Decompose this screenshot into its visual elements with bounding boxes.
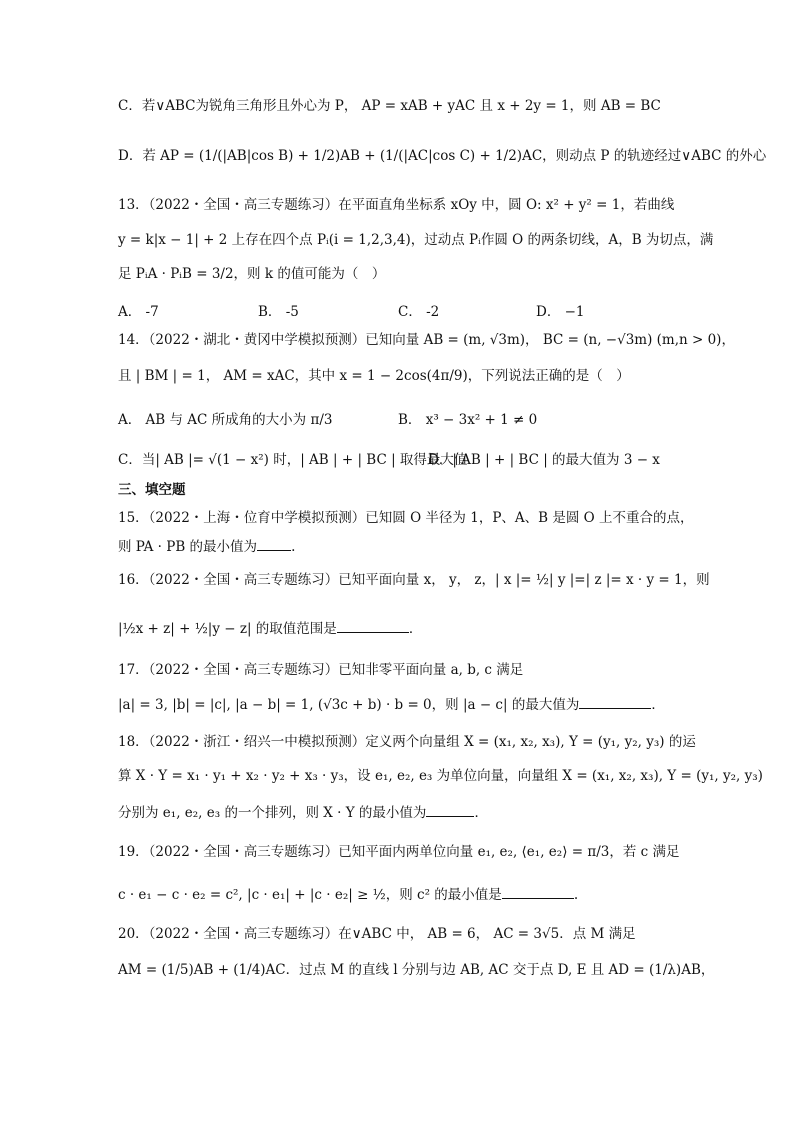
q16-text: |½x + z| + ½|y − z| 的取值范围是 xyxy=(118,621,337,637)
q16-line-2 xyxy=(118,618,422,639)
q16-period: ． xyxy=(408,621,423,637)
q20-line-2: AM = (1/5)AB + (1/4)AC．过点 M 的直线 l 分别与边 AB, AC 交于点 D, E 且 AD = (1/λ)AB， xyxy=(118,962,715,978)
q13-line-3: 足 PᵢA · PᵢB = 3/2，则 k 的值可能为（ ） xyxy=(118,266,386,282)
answer-blank xyxy=(337,618,409,633)
answer-blank xyxy=(257,536,291,551)
q15-line-1: 15．（2022・上海・位育中学模拟预测）已知圆 O 半径为 1，P、A、B 是圆 O 上不重合的点， xyxy=(118,510,694,526)
q18-line-2: 算 X · Y = x₁ · y₁ + x₂ · y₂ + x₃ · y₃，设 e₁, e₂, e₃ 为单位向量，向量组 X = (x₁, x₂, x₃), Y = (y₁, y₂, y₃) xyxy=(118,768,763,784)
q17-period: ． xyxy=(651,697,665,713)
q15-line-2 xyxy=(118,536,295,557)
q13-option-c: C． -2 xyxy=(398,304,440,320)
q17-line-2 xyxy=(118,694,665,715)
q12-option-c: C．若∨ABC为锐角三角形且外心为 P， AP = xAB + yAC 且 x + 2y = 1，则 AB = BC xyxy=(118,98,661,114)
q18-line-1: 18．（2022・浙江・绍兴一中模拟预测）定义两个向量组 X = (x₁, x₂, x₃), Y = (y₁, y₂, y₃) 的运 xyxy=(118,734,696,750)
answer-blank xyxy=(426,802,474,817)
q16-line-1: 16．（2022・全国・高三专题练习）已知平面向量 x， y， z，| x |= ½| y |=| z |= x · y = 1，则 xyxy=(118,572,710,588)
q19-line-2 xyxy=(118,884,578,905)
answer-blank xyxy=(579,694,651,709)
q15-text: 则 PA · PB 的最小值为 xyxy=(118,539,258,555)
q17-text: |a| = 3, |b| = |c|, |a − b| = 1, (√3c + b) · b = 0，则 |a − c| 的最大值为 xyxy=(118,697,580,713)
section-heading-fill-in: 三、填空题 xyxy=(118,482,186,498)
q13-line-1: 13．（2022・全国・高三专题练习）在平面直角坐标系 xOy 中，圆 O: x² + y² = 1，若曲线 xyxy=(118,197,675,213)
q18-text: 分别为 e₁, e₂, e₃ 的一个排列，则 X · Y 的最小值为 xyxy=(118,805,427,821)
q14-option-c: C．当| AB |= √(1 − x²) 时，| AB | + | BC | 取得最大值 xyxy=(118,452,468,468)
q14-option-d: D．| AB | + | BC | 的最大值为 3 − x xyxy=(428,452,660,468)
q19-period: . xyxy=(573,887,579,903)
q19-line-1: 19．（2022・全国・高三专题练习）已知平面内两单位向量 e₁, e₂, ⟨e₁, e₂⟩ = π/3，若 c 满足 xyxy=(118,844,680,860)
q18-period: ． xyxy=(474,805,488,821)
q13-option-b: B． -5 xyxy=(258,304,299,320)
q14-option-b: B． x³ − 3x² + 1 ≠ 0 xyxy=(398,412,538,428)
q19-text: c · e₁ − c · e₂ = c², |c · e₁| + |c · e₂| ≥ ½，则 c² 的最小值是 xyxy=(118,887,502,903)
q17-line-1: 17．（2022・全国・高三专题练习）已知非零平面向量 a, b, c 满足 xyxy=(118,662,524,678)
q14-line-1: 14．（2022・湖北・黄冈中学模拟预测）已知向量 AB = (m, √3m)， BC = (n, −√3m) (m,n > 0)， xyxy=(118,332,735,348)
q18-line-3 xyxy=(118,802,488,823)
q13-option-a: A． -7 xyxy=(118,304,159,320)
answer-blank xyxy=(502,884,574,899)
q20-line-1: 20．（2022・全国・高三专题练习）在∨ABC 中， AB = 6， AC = 3√5．点 M 满足 xyxy=(118,926,636,942)
q13-option-d: D． −1 xyxy=(536,304,585,320)
q13-line-2: y = k|x − 1| + 2 上存在四个点 Pᵢ(i = 1,2,3,4)，过动点 Pᵢ作圆 O 的两条切线，A，B 为切点，满 xyxy=(118,232,714,248)
q14-option-a: A． AB 与 AC 所成角的大小为 π/3 xyxy=(118,412,333,428)
q15-period: . xyxy=(291,539,296,555)
q14-line-2: 且 | BM | = 1， AM = xAC，其中 x = 1 − 2cos(4π/9)，下列说法正确的是（ ） xyxy=(118,368,630,384)
q12-option-d: D．若 AP = (1/(|AB|cos B) + 1/2)AB + (1/(|AC|cos C) + 1/2)AC，则动点 P 的轨迹经过∨ABC 的外心 xyxy=(118,148,767,164)
